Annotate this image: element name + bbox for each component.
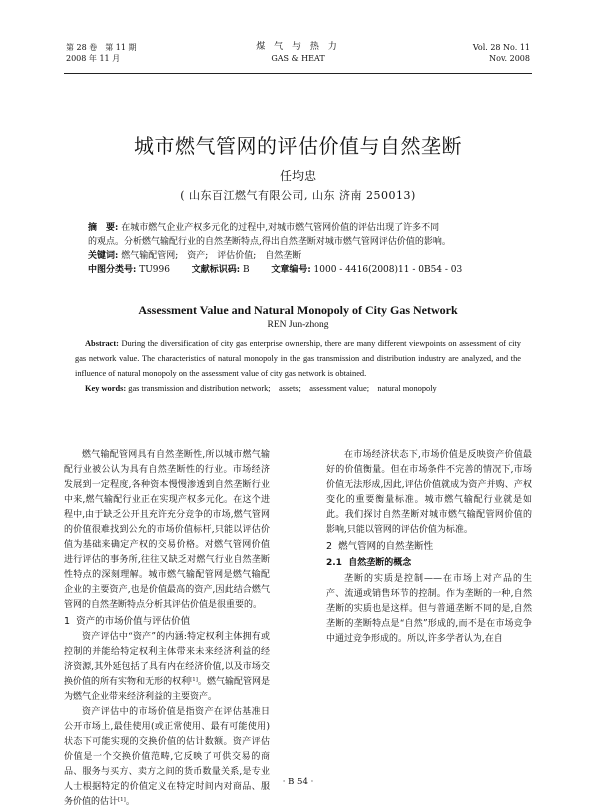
abstract-en: [75, 336, 521, 396]
journal-issue-info-en: [473, 42, 530, 64]
section-2-number: 2: [326, 541, 333, 552]
issue-date: 2008 年 11 月: [66, 54, 121, 63]
section-1-paragraph-3: 在市场经济状态下,市场价值是反映资产价值最好的价值衡量。但在市场条件不完善的情况下,市场价值无法形成,因此,评估价值就成为资产并购、产权变化的重要衡量标准。城市燃气输配行业就是如此。我们探讨自然垄断对城市燃气输配管网价值的影响,只能以管网的评估价值为标准。: [326, 450, 532, 535]
abstract-cn-line-1: [88, 221, 514, 235]
abstract-cn-line-2: [88, 235, 514, 249]
article-number-value: 1000 - 4416(2008)11 - 0B54 - 03: [313, 265, 463, 275]
section-1-paragraph-1: 资产评估中“资产”的内涵:特定权利主体拥有或控制的并能给特定权利主体带来未来经济利益的经济资源,其外延包括了具有内在经济价值,以及市场交换价值的所有实物和无形的权利[1]。燃气输配管网是为燃气企业带来经济利益的主要资产。: [64, 632, 270, 702]
subsection-2-1-number: 2.1: [326, 558, 342, 568]
abstract-cn-text-2: 的观点。分析燃气输配行业的自然垄断特点,得出自然垄断对城市燃气管网评估价值的影响。: [88, 237, 451, 247]
keywords-cn: [88, 249, 514, 263]
abstract-en-label: Abstract:: [85, 339, 119, 348]
section-2-title: 燃气管网的自然垄断性: [338, 541, 434, 552]
citation-ref: [1]: [190, 677, 198, 683]
keywords-en: [75, 381, 521, 396]
keywords-cn-label: 关键词:: [88, 251, 119, 261]
issue-date-en: Nov. 2008: [489, 54, 530, 63]
clc-label: 中图分类号:: [88, 265, 137, 275]
abstract-en-text: During the diversification of city gas enterprise ownership, there are many different viewpoints on assessment of city gas network value. The characteristics of natural monopoly in the gas transmission and distribution industry are analyzed, and the influence of natural monopoly on the assessment value of city gas network is obtained.: [75, 339, 521, 378]
journal-name-cn: 煤 气 与 热 力: [256, 42, 340, 52]
classification-row: [88, 263, 514, 277]
page-number: · B 54 ·: [282, 777, 314, 787]
header-rule: [64, 73, 532, 74]
doc-code-value: B: [242, 265, 250, 275]
volume-issue-en: Vol. 28 No. 11: [472, 43, 530, 52]
section-2-heading: [326, 538, 532, 555]
abstract-cn: [88, 221, 514, 277]
subsection-2-1-heading: [326, 555, 532, 572]
citation-ref: [1]: [118, 797, 126, 803]
subsection-2-1-title: 自然垄断的概念: [348, 558, 412, 568]
keywords-cn-text: 燃气输配管网; 资产; 评估价值; 自然垄断: [121, 251, 302, 261]
volume-issue: 第 28 卷 第 11 期: [66, 43, 137, 52]
keywords-en-label: Key words:: [85, 384, 127, 393]
article-number-label: 文章编号:: [271, 265, 311, 275]
body-column-right: [326, 448, 532, 647]
section-1-paragraph-2: 资产评估中的市场价值是指资产在评估基准日公开市场上,最佳使用(或正常使用、最有可能使用)状态下可能实现的交换价值的估计数额。资产评估价值是一个交换价值范畴,它反映了可供交易的商品、服务与买方、卖方之间的货币数量关系,是专业人士根据特定的价值定义在特定时间内对商品、服务价值的估计[1]。: [64, 707, 270, 807]
intro-paragraph: 燃气输配管网具有自然垄断性,所以城市燃气输配行业被公认为具有自然垄断性的行业。市场经济发展到一定程度,各种资本慢慢渗透到自然垄断行业中来,燃气输配行业正在实现产权多元化。在这个进程中,由于缺乏公开且充许充分竞争的市场,燃气管网的价值很难找到公允的市场价值标杆,只能以评估价值为基础来确定产权的交易价格。对燃气管网价值进行评估的事务所,往往又缺乏对燃气行业自然垄断性特点的深刻理解。城市燃气输配管网是燃气输配企业的主要资产,也是价值最高的资产,因此结合燃气管网的自然垄断特点分析其评估价值是很重要的。: [64, 450, 270, 610]
body-column-left: [64, 448, 270, 810]
clc-value: TU996: [139, 265, 170, 275]
article-title-en: Assessment Value and Natural Monopoly of City Gas Network: [138, 303, 458, 317]
affiliation-cn: ( 山东百江燃气有限公司, 山东 济南 250013): [180, 189, 416, 202]
abstract-cn-text-1: 在城市燃气企业产权多元化的过程中,对城市燃气管网价值的评估出现了许多不同: [121, 223, 440, 233]
author-name-en: REN Jun-zhong: [267, 320, 329, 330]
doc-code-label: 文献标识码:: [191, 265, 241, 275]
article-title-cn: 城市燃气管网的评估价值与自然垄断: [134, 134, 462, 158]
journal-name-en: GAS & HEAT: [271, 54, 325, 63]
section-1-number: 1: [64, 616, 71, 627]
section-1-heading: [64, 613, 270, 630]
abstract-cn-label: 摘 要:: [88, 223, 119, 233]
author-name-cn: 任均忠: [279, 169, 316, 183]
subsection-2-1-paragraph: 垄断的实质是控制——在市场上对产品的生产、流通或销售环节的控制。作为垄断的一种,自然垄断的实质也是这样。但与普通垄断不同的是,自然垄断的垄断特点是“自然”形成的,而不是在市场竞争中通过竞争形成的。所以,许多学者认为,在自: [326, 574, 532, 644]
abstract-en-paragraph: [75, 336, 521, 381]
keywords-en-text: gas transmission and distribution network; assets; assessment value; natural monopoly: [128, 384, 437, 393]
section-1-title: 资产的市场价值与评估价值: [76, 616, 191, 627]
